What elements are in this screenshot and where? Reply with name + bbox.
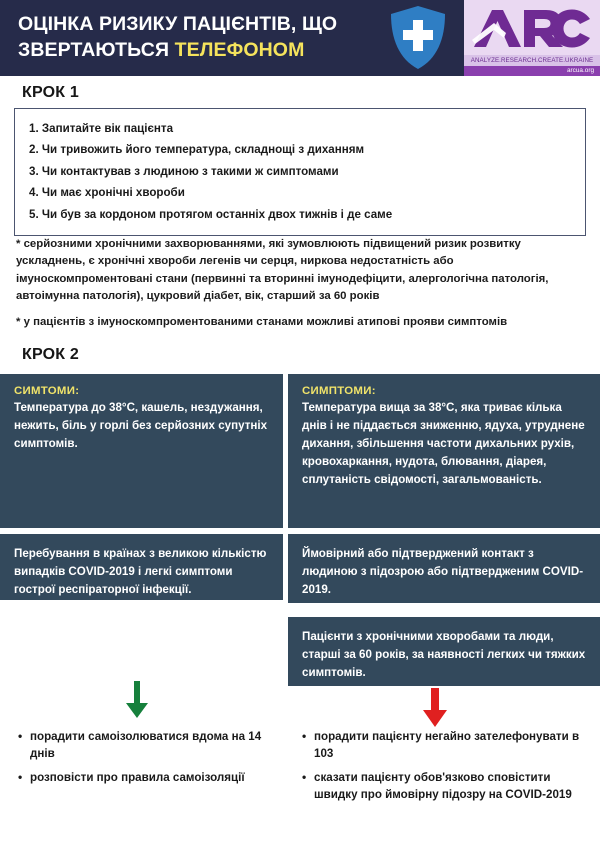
card-travel-history bbox=[0, 534, 283, 600]
list-item: • порадити самоізолюватися вдома на 14 днів bbox=[16, 728, 284, 763]
arrow-down-icon-red bbox=[418, 688, 452, 733]
arrow-down-icon bbox=[418, 688, 452, 728]
card-chronic-risk-group bbox=[288, 617, 600, 686]
card-severe-symptoms-text: Температура вища за 38°С, яка триває кілька днів і не піддається зниженню, ядуха, утруднене дихання, збільшення частоти дихальних рухів, кровохаркання, нудота, блювання, діарея, сплутаність свідомості, загальмованість. bbox=[302, 401, 585, 487]
footnote-immunocompromised: * у пацієнтів з імуноскомпроментованими станами можливі атипові прояви симптомів bbox=[16, 316, 508, 329]
outcome-emergency-call bbox=[300, 728, 592, 804]
step-1-heading: КРОК 1 bbox=[22, 84, 79, 101]
arc-logo-tagline: ANALYZE.RESEARCH.CREATE.UKRAINE bbox=[464, 55, 600, 66]
header-title-line-2-plain: ЗВЕРТАЮТЬСЯ bbox=[18, 39, 175, 61]
header-title bbox=[0, 0, 372, 76]
card-mild-symptoms bbox=[0, 374, 283, 528]
card-severe-symptoms-label: СИМПТОМИ: bbox=[302, 385, 376, 397]
list-item: 5. Чи був за кордоном протягом останніх двох тижнів і де саме bbox=[29, 207, 393, 221]
list-item: 4. Чи має хронічні хвороби bbox=[29, 186, 185, 200]
list-item: 2. Чи тривожить його температура, складнощі з диханням bbox=[29, 143, 365, 157]
step-1-questions-box bbox=[14, 108, 586, 236]
shield-medical-cross-icon bbox=[389, 5, 447, 71]
outcome-emergency-call-list bbox=[300, 728, 592, 804]
arrow-down-icon-green bbox=[120, 681, 154, 724]
header-title-line-1: ОЦІНКА РИЗИКУ ПАЦІЄНТІВ, ЩО bbox=[18, 13, 338, 36]
list-item: • сказати пацієнту обов'язково сповістити швидку про ймовірну підозру на COVID-2019 bbox=[300, 769, 592, 804]
card-severe-symptoms bbox=[288, 374, 600, 528]
list-item: • розповісти про правила самоізоляції bbox=[16, 769, 284, 786]
outcome-self-isolation-list bbox=[16, 728, 284, 786]
list-item: 1. Запитайте вік пацієнта bbox=[29, 122, 174, 135]
arc-logo bbox=[464, 0, 600, 76]
header-title-line-2 bbox=[18, 38, 372, 64]
step-2-heading: КРОК 2 bbox=[22, 346, 79, 363]
footnote-chronic-conditions: * серйозними хронічними захворюваннями, які зумовлюють підвищений ризик розвитку ускладнень, є хронічні хвороби легенів чи серця, ниркова недостатність або імуноскомпроментовані стани (первинні та вторинні імунодефіцити, алергологічна патологія, автоімунна патологія), цукровий діабет, вік, старший за 60 років bbox=[16, 238, 549, 302]
shield-icon-wrap bbox=[372, 0, 464, 76]
card-mild-symptoms-label: СИМТОМИ: bbox=[14, 385, 80, 397]
step-1-question-list bbox=[29, 118, 571, 225]
list-item: 3. Чи контактував з людиною з такими ж симптомами bbox=[29, 164, 339, 178]
arc-logo-url: arcua.org bbox=[464, 66, 600, 76]
outcome-self-isolation bbox=[16, 728, 284, 786]
header-title-highlight: ТЕЛЕФОНОМ bbox=[174, 39, 305, 61]
arc-logo-mark bbox=[464, 0, 600, 55]
arc-wordmark-icon bbox=[472, 7, 592, 51]
arrow-down-icon bbox=[120, 681, 154, 719]
list-item: • порадити пацієнту негайно зателефонувати в 103 bbox=[300, 728, 592, 763]
card-chronic-risk-group-text: Пацієнти з хронічними хворобами та люди, старші за 60 років, за наявності легких чи тяжких симптомів. bbox=[302, 630, 586, 680]
header-banner bbox=[0, 0, 600, 76]
card-contact-exposure bbox=[288, 534, 600, 603]
footnotes bbox=[16, 236, 588, 332]
card-contact-exposure-text: Ймовірний або підтверджений контакт з людиною з підозрою або підтвердженим COVID-2019. bbox=[302, 547, 584, 597]
card-mild-symptoms-text: Температура до 38°С, кашель, нездужання, нежить, біль у горлі без серйозних супутніх симптомів. bbox=[14, 401, 268, 451]
card-travel-history-text: Перебування в країнах з великою кількістю випадків COVID-2019 і легкі симптоми гострої респіраторної інфекції. bbox=[14, 547, 267, 597]
